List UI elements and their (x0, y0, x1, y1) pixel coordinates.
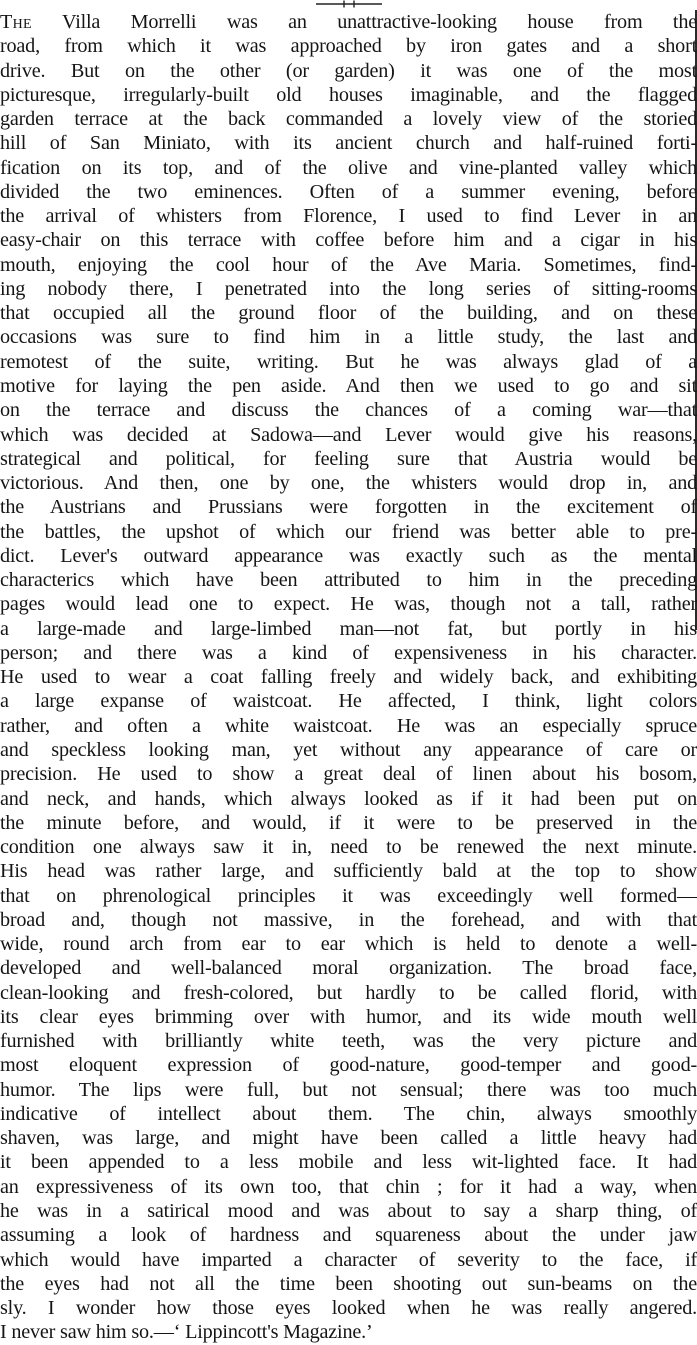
article-line: he was in a satirical mood and was about to say a sharp thing, of (0, 1200, 697, 1223)
article-line: it been appended to a less mobile and less wit-lighted face. It had (0, 1151, 697, 1174)
section-divider-ornament (316, 0, 382, 10)
article-line: indicative of intellect about them. The chin, always smoothly (0, 1102, 697, 1125)
article-line: His head was rather large, and sufficiently bald at the top to show (0, 860, 697, 883)
article-line: occasions was sure to find him in a little study, the last and (0, 326, 697, 349)
article-line: picturesque, irregularly-built old houses imaginable, and the flagged (0, 83, 697, 106)
article-line: road, from which it was approached by iron gates and a short (0, 35, 697, 58)
article-line: humor. The lips were full, but not sensual; there was too much (0, 1078, 697, 1101)
article-line: assuming a look of hardness and squareness about the under jaw (0, 1224, 697, 1247)
article-line: hill of San Miniato, with its ancient church and half-ruined forti- (0, 132, 697, 155)
article-line: He used to wear a coat falling freely and widely back, and exhibiting (0, 666, 697, 689)
article-line: drive. But on the other (or garden) it was one of the most (0, 59, 697, 82)
article-line: an expressiveness of its own too, that chin ; for it had a way, when (0, 1175, 697, 1198)
article-line: wide, round arch from ear to ear which is held to denote a well- (0, 933, 697, 956)
article-line: remotest of the suite, writing. But he was always glad of a (0, 350, 697, 373)
article-line: the battles, the upshot of which our friend was better able to pre- (0, 520, 697, 543)
article-line: which would have imparted a character of severity to the face, if (0, 1248, 697, 1271)
article-line: rather, and often a white waistcoat. He was an especially spruce (0, 714, 697, 737)
article-line: strategical and political, for feeling sure that Austria would be (0, 447, 697, 470)
article-line: and neck, and hands, which always looked as if it had been put on (0, 787, 697, 810)
article-line: pages would lead one to expect. He was, though not a tall, rather (0, 593, 697, 616)
article-line: victorious. And then, one by one, the whisters would drop in, and (0, 472, 697, 495)
article-line: sly. I wonder how those eyes looked when he was really angered. (0, 1297, 697, 1320)
article-line: characterics which have been attributed to him in the preceding (0, 569, 697, 592)
article-line: precision. He used to show a great deal of linen about his bosom, (0, 763, 697, 786)
article-line: broad and, though not massive, in the forehead, and with that (0, 908, 697, 931)
article-line: that on phrenological principles it was exceedingly well formed— (0, 884, 697, 907)
article-line: person; and there was a kind of expensiveness in his character. (0, 641, 697, 664)
article-line: on the terrace and discuss the chances of a coming war—that (0, 399, 697, 422)
article-column (0, 10, 697, 1345)
opening-word: The (0, 11, 32, 33)
article-line: shaven, was large, and might have been called a little heavy had (0, 1127, 697, 1150)
article-line: furnished with brilliantly white teeth, was the very picture and (0, 1030, 697, 1053)
article-line: the Austrians and Prussians were forgotten in the excitement of (0, 496, 697, 519)
article-line: motive for laying the pen aside. And then we used to go and sit (0, 374, 697, 397)
article-line: clean-looking and fresh-colored, but hardly to be called florid, with (0, 981, 697, 1004)
article-line: mouth, enjoying the cool hour of the Ave Maria. Sometimes, find- (0, 253, 697, 276)
article-line: garden terrace at the back commanded a lovely view of the storied (0, 108, 697, 131)
article-line: most eloquent expression of good-nature, good-temper and good- (0, 1054, 697, 1077)
article-line: that occupied all the ground floor of the building, and on these (0, 302, 697, 325)
article-line: fication on its top, and of the olive and vine-planted valley which (0, 156, 697, 179)
article-line: divided the two eminences. Often of a summer evening, before (0, 180, 697, 203)
article-line: the arrival of whisters from Florence, I used to find Lever in an (0, 205, 697, 228)
article-line-text: Villa Morrelli was an unattractive-looking house from the (31, 11, 697, 33)
article-line (0, 10, 697, 34)
article-line: a large expanse of waistcoat. He affected, I think, light colors (0, 690, 697, 713)
article-line: the minute before, and would, if it were to be preserved in the (0, 811, 697, 834)
article-line: developed and well-balanced moral organization. The broad face, (0, 957, 697, 980)
article-line-source: I never saw him so.—‘ Lippincott's Magazine.’ (0, 1321, 373, 1344)
article-line: easy-chair on this terrace with coffee before him and a cigar in his (0, 229, 697, 252)
article-line: dict. Lever's outward appearance was exactly such as the mental (0, 544, 697, 567)
article-line: ing nobody there, I penetrated into the long series of sitting-rooms (0, 277, 697, 300)
article-line: a large-made and large-limbed man—not fat, but portly in his (0, 617, 697, 640)
article-line: its clear eyes brimming over with humor, and its wide mouth well (0, 1005, 697, 1028)
article-line: the eyes had not all the time been shooting out sun-beams on the (0, 1272, 697, 1295)
article-line: which was decided at Sadowa—and Lever would give his reasons, (0, 423, 697, 446)
article-line: and speckless looking man, yet without any appearance of care or (0, 738, 697, 761)
article-line: condition one always saw it in, need to be renewed the next minute. (0, 836, 697, 859)
